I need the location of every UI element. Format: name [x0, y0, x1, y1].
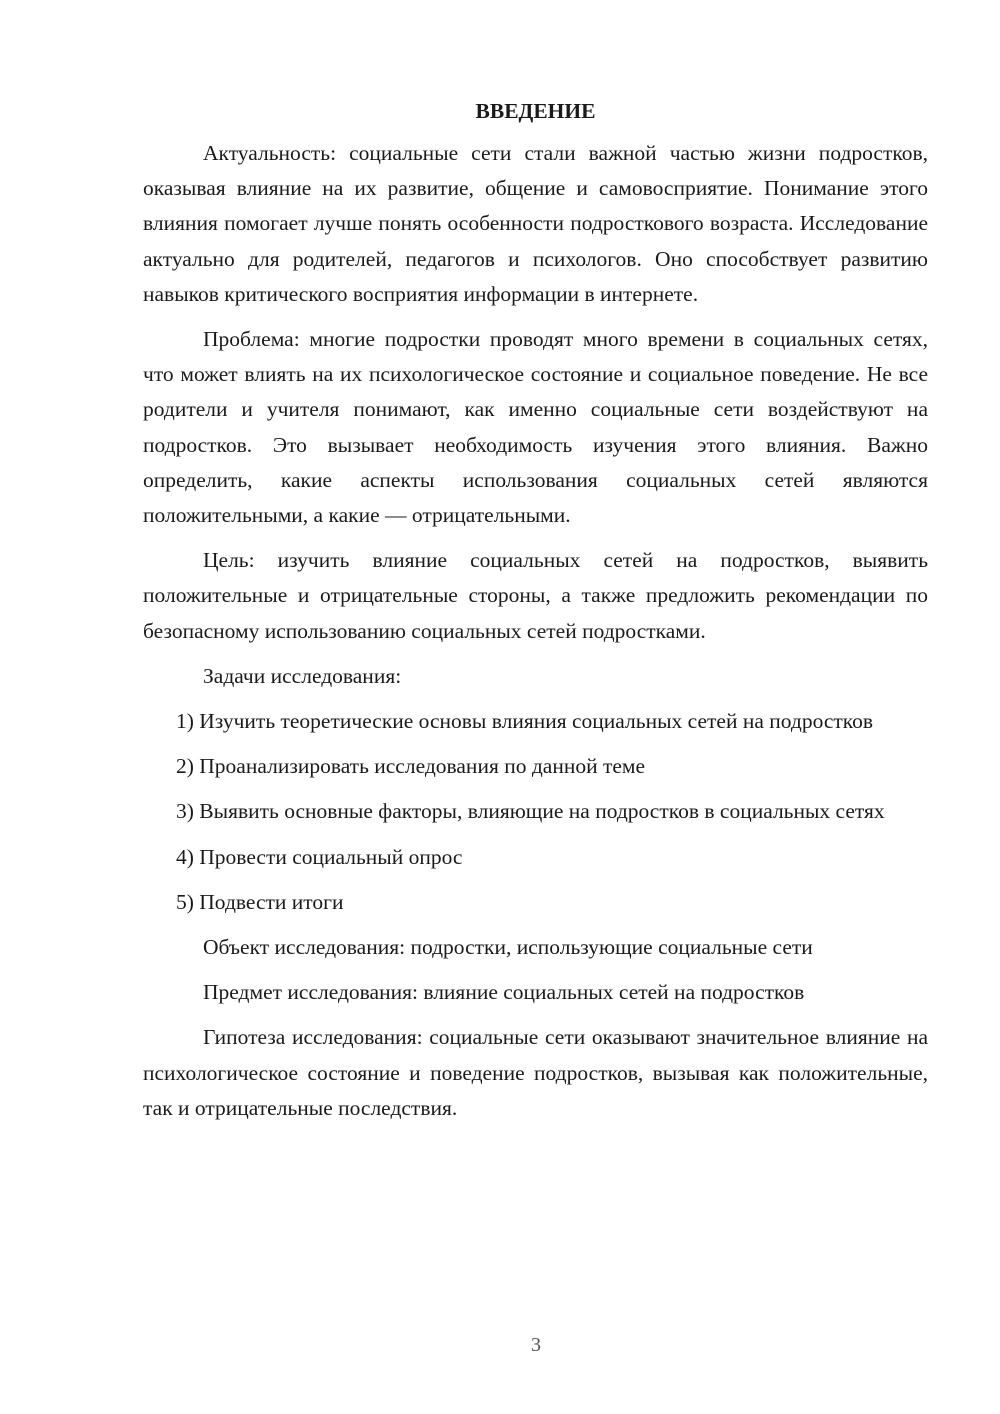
task-item: 3) Выявить основные факторы, влияющие на подростков в социальных сетях — [176, 799, 885, 824]
task-item: 2) Проанализировать исследования по данной теме — [176, 754, 646, 779]
task-item: 1) Изучить теоретические основы влияния социальных сетей на подростков — [176, 709, 874, 734]
document-page — [143, 95, 928, 1136]
page-number: 3 — [531, 1334, 541, 1356]
relevance-paragraph: Актуальность: социальные сети стали важной частью жизни подростков, оказывая влияние на их развитие, общение и самовосприятие. Понимание этого влияния помогает лучше понять особенности подросткового возраста. Исследование актуально для родителей, педагогов и психологов. Оно способствует развитию навыков критического восприятия информации в интернете. — [143, 141, 928, 306]
object-paragraph: Объект исследования: подростки, использующие социальные сети — [203, 935, 813, 960]
task-item: 5) Подвести итоги — [176, 889, 344, 914]
problem-paragraph: Проблема: многие подростки проводят много времени в социальных сетях, что может влиять на их психологическое состояние и социальное поведение. Не все родители и учителя понимают, как именно социальные сети воздействуют на подростков. Это вызывает необходимость изучения этого влияния. Важно определить, какие аспекты использования социальных сетей являются положительными, а какие — отрицательными. — [143, 327, 928, 528]
subject-paragraph: Предмет исследования: влияние социальных сетей на подростков — [203, 980, 805, 1005]
section-title: ВВЕДЕНИЕ — [475, 99, 596, 123]
goal-paragraph: Цель: изучить влияние социальных сетей на подростков, выявить положительные и отрицательные стороны, а также предложить рекомендации по безопасному использованию социальных сетей подростками. — [143, 548, 928, 643]
task-item: 4) Провести социальный опрос — [176, 844, 463, 869]
tasks-heading: Задачи исследования: — [203, 663, 402, 688]
hypothesis-paragraph: Гипотеза исследования: социальные сети оказывают значительное влияние на психологическое состояние и поведение подростков, вызывая как положительные, так и отрицательные последствия. — [143, 1025, 928, 1120]
tasks-list — [143, 704, 928, 920]
